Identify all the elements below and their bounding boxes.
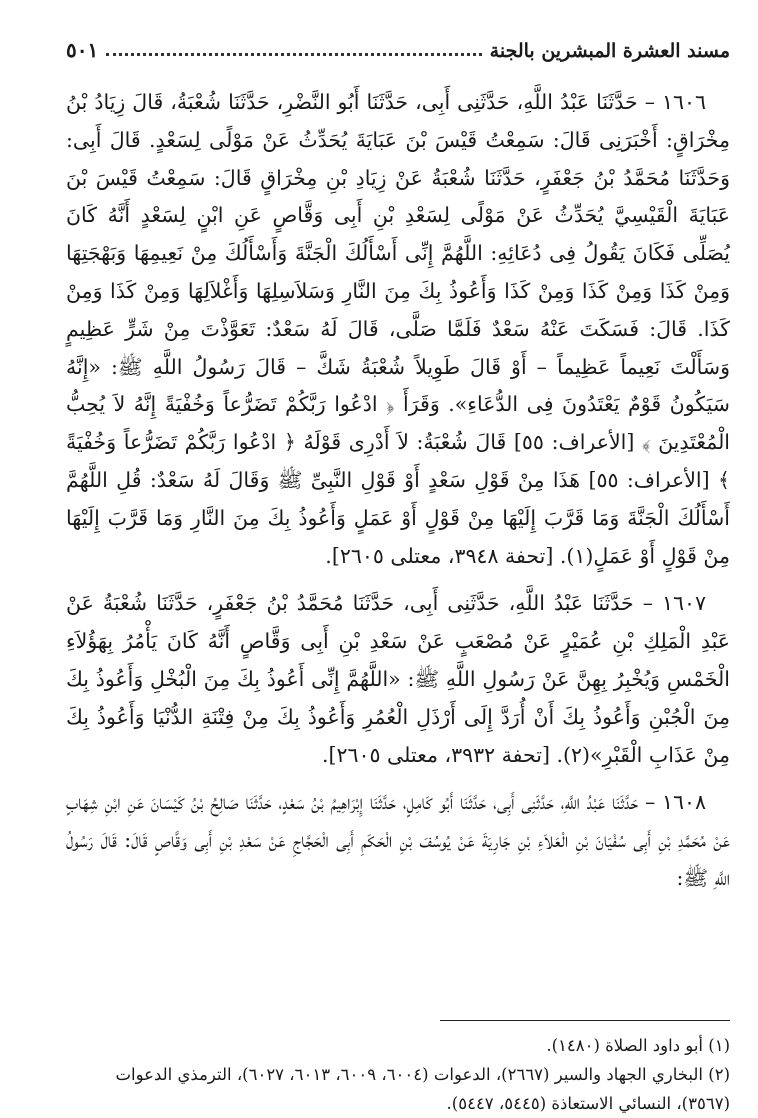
running-header <box>66 28 730 62</box>
page-number: ٥٠١ <box>66 38 99 62</box>
hadith-1608 <box>66 784 730 897</box>
hadith-1606 <box>66 84 730 575</box>
footnote-1: (١) أبو داود الصلاة (١٤٨٠). <box>546 1036 730 1055</box>
book-page <box>66 28 731 1113</box>
header-title: مسند العشرة المبشرين بالجنة <box>489 40 730 62</box>
main-text <box>66 84 730 908</box>
hadith-text: ١٦٠٦ – حَدَّثَنَا عَبْدُ اللَّهِ، حَدَّثَنِى أَبِى، حَدَّثَنَا أَبُو النَّضْرِ، حَدَّثَنَا شُعْبَةُ، قَالَ زِيَادُ بْنُ مِخْرَاقٍ: أَخْبَرَنِى قَالَ: سَمِعْتُ قَيْسَ بْنَ عَبَايَةَ يُحَدِّثُ عَنْ مَوْلًى لِسَعْدٍ. قَالَ أَبِى: وَحَدَّثَنَا مُحَمَّدُ بْنُ جَعْفَرٍ، حَدَّثَنَا شُعْبَةُ عَنْ زِيَادِ بْنِ مِخْرَاقٍ قَالَ: سَمِعْتُ قَيْسَ بْنَ عَبَايَةَ الْقَيْسِيَّ يُحَدِّثُ عَنْ مَوْلًى لِسَعْدِ بْنِ أَبِى وَقَّاصٍ عَنِ ابْنٍ لِسَعْدٍ أَنَّهُ كَانَ يُصَلِّى فَكَانَ يَقُولُ فِى دُعَائِهِ: اللَّهُمَّ إِنِّى أَسْأَلُكَ الْجَنَّةَ وَأَسْأَلُكَ مِنْ نَعِيمِهَا وَبَهْجَتِهَا وَمِنْ كَذَا وَمِنْ كَذَا وَمِنْ كَذَا وَأَعُوذُ بِكَ مِنَ النَّارِ وَسَلاَسِلِهَا وَأَغْلاَلِهَا وَمِنْ كَذَا وَمِنْ كَذَا. قَالَ: فَسَكَتَ عَنْهُ سَعْدٌ فَلَمَّا صَلَّى، قَالَ لَهُ سَعْدٌ: تَعَوَّذْتَ مِنْ شَرٍّ عَظِيمٍ وَسَأَلْتَ نَعِيماً عَظِيماً – أَوْ قَالَ طَوِيلاً شُعْبَةُ شَكَّ – قَالَ رَسُولُ اللَّهِ ﷺ: «إِنَّهُ سَيَكُونُ قَوْمٌ يَعْتَدُونَ فِى الدُّعَاءِ». وَقَرَأَ ﴿ ادْعُوا رَبَّكُمْ تَضَرُّعاً وَخُفْيَةً إِنَّهُ لاَ يُحِبُّ الْمُعْتَدِينَ ﴾ [الأعراف: ٥٥] قَالَ شُعْبَةُ: لاَ أَدْرِى قَوْلَهُ ﴿ ادْعُوا رَبَّكُمْ تَضَرُّعاً وَخُفْيَةً ﴾ [الأعراف: ٥٥] هَذَا مِنْ قَوْلِ سَعْدٍ أَوْ قَوْلِ النَّبِىِّ ﷺ وَقَالَ لَهُ سَعْدٌ: قُلِ اللَّهُمَّ أَسْأَلُكَ الْجَنَّةَ وَمَا قَرَّبَ إِلَيْهَا مِنْ قَوْلٍ أَوْ عَمَلٍ وَأَعُوذُ بِكَ مِنَ النَّارِ وَمَا قَرَّبَ إِلَيْهَا مِنْ قَوْلٍ أَوْ عَمَلٍ(١). [تحفة ٣٩٤٨، معتلى ٢٦٠٥]. <box>66 90 731 568</box>
header-leader-dots <box>106 52 481 56</box>
hadith-text: ١٦٠٨ – حَدَّثَنَا عَبْدُ اللَّهِ، حَدَّثَنِى أَبِى، حَدَّثَنَا أَبُو كَامِلٍ، حَدَّثَنَا إِبْرَاهِيمُ بْنُ سَعْدٍ، حَدَّثَنَا صَالِحُ بْنُ كَيْسَانَ عَنِ ابْنِ شِهَابٍ عَنْ مُحَمَّدِ بْنِ أَبِى سُفْيَانَ بْنِ الْعَلاَءِ بْنِ جَارِيَةَ عَنْ يُوسُفَ بْنِ الْحَكَمِ أَبِى الْحَجَّاجِ عَنْ سَعْدِ بْنِ أَبِى وَقَّاصٍ قَالَ: قَالَ رَسُولُ اللَّهِ ﷺ: <box>66 790 730 890</box>
footnote-divider <box>440 1020 730 1021</box>
hadith-1607 <box>66 585 730 774</box>
hadith-text: ١٦٠٧ – حَدَّثَنَا عَبْدُ اللَّهِ، حَدَّثَنِى أَبِى، حَدَّثَنَا مُحَمَّدُ بْنُ جَعْفَرٍ، حَدَّثَنَا شُعْبَةُ عَنْ عَبْدِ الْمَلِكِ بْنِ عُمَيْرٍ عَنْ مُصْعَبٍ عَنْ سَعْدِ بْنِ أَبِى وَقَّاصٍ أَنَّهُ كَانَ يَأْمُرُ بِهَؤُلاَءِ الْخَمْسِ وَيُخْبِرُ بِهِنَّ عَنْ رَسُولِ اللَّهِ ﷺ: «اللَّهُمَّ إِنِّى أَعُوذُ بِكَ مِنَ الْبُخْلِ وَأَعُوذُ بِكَ مِنَ الْجُبْنِ وَأَعُوذُ بِكَ أَنْ أُرَدَّ إِلَى أَرْذَلِ الْعُمُرِ وَأَعُوذُ بِكَ مِنْ فِتْنَةِ الدُّنْيَا وَأَعُوذُ بِكَ مِنْ عَذَابِ الْقَبْرِ»(٢). [تحفة ٣٩٣٢، معتلى ٢٦٠٥]. <box>66 591 730 767</box>
footnote-2: (٢) البخاري الجهاد والسير (٢٦٦٧)، الدعوات (٦٠٠٤، ٦٠٠٩، ٦٠١٣، ٦٠٢٧)، الترمذي الدعوات (٣٥٦٧)، النسائي الاستعاذة (٥٤٤٥، ٥٤٤٧). <box>115 1065 730 1113</box>
footnotes <box>66 1031 730 1118</box>
